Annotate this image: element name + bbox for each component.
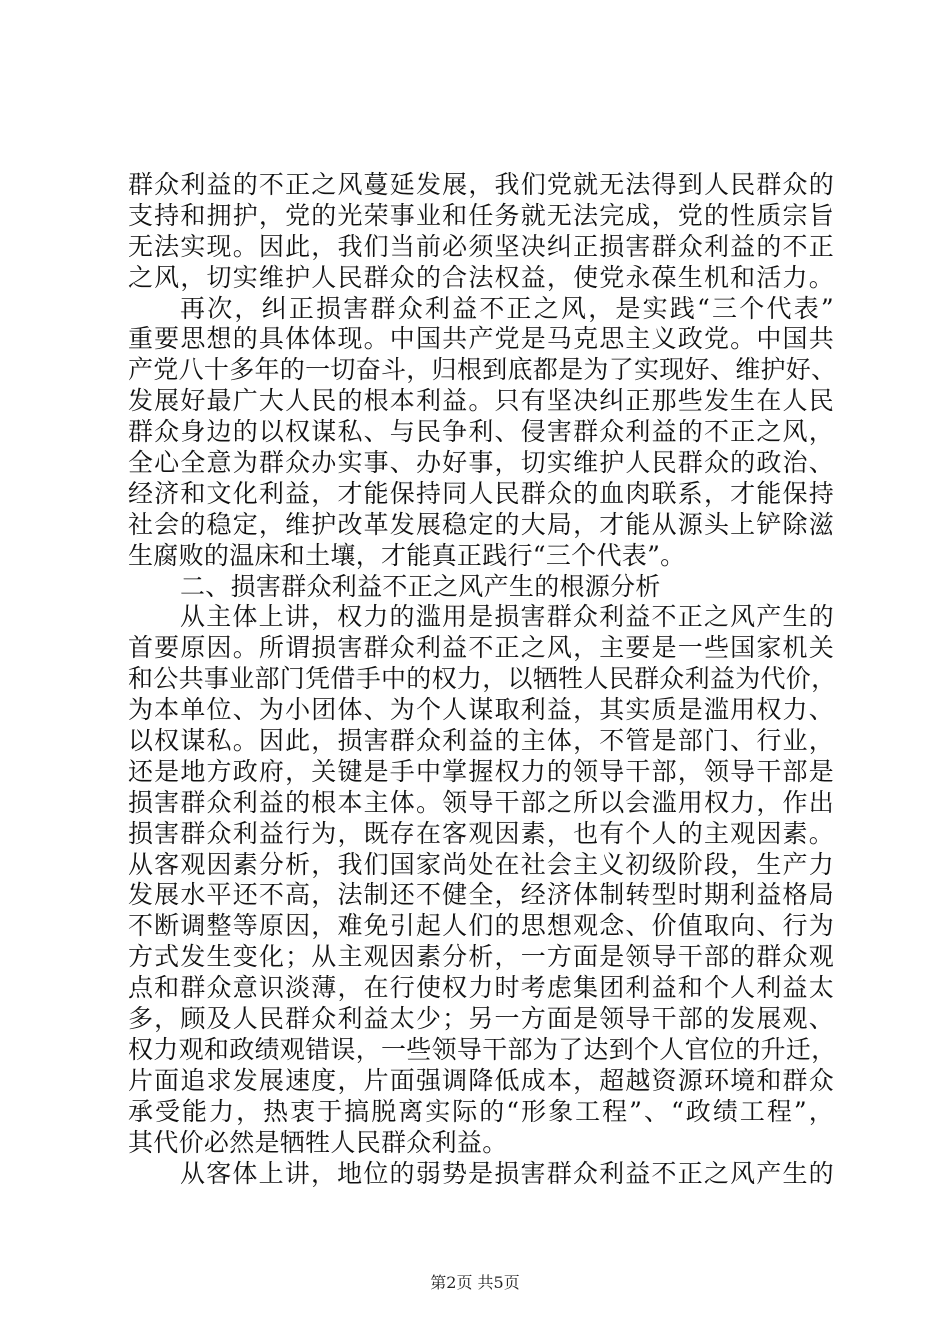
text-line: 发展水平还不高，法制还不健全，经济体制转型时期利益格局: [128, 880, 834, 910]
text-line: 其代价必然是牺牲人民群众利益。: [128, 1127, 508, 1157]
text-line: 为本单位、为小团体、为个人谋取利益，其实质是滥用权力、: [128, 695, 834, 725]
text-line: 无法实现。因此，我们当前必须坚决纠正损害群众利益的不正: [128, 231, 834, 261]
text-line: 多，顾及人民群众利益太少；另一方面是领导干部的发展观、: [128, 1004, 834, 1034]
text-line: 从客观因素分析，我们国家尚处在社会主义初级阶段，生产力: [128, 849, 834, 879]
text-line: 全心全意为群众办实事、办好事，切实维护人民群众的政治、: [128, 448, 834, 478]
text-line: 方式发生变化；从主观因素分析，一方面是领导干部的群众观: [128, 942, 834, 972]
section-heading: 二、损害群众利益不正之风产生的根源分析: [180, 571, 661, 601]
page-number-label: 第2页 共5页: [430, 1273, 520, 1292]
text-line: 群众利益的不正之风蔓延发展，我们党就无法得到人民群众的: [128, 170, 834, 199]
text-line: 片面追求发展速度，片面强调降低成本，超越资源环境和群众: [128, 1065, 834, 1095]
text-line: 支持和拥护，党的光荣事业和任务就无法完成，党的性质宗旨: [128, 200, 834, 230]
page-footer: [0, 1273, 950, 1293]
text-line: 和公共事业部门凭借手中的权力，以牺牲人民群众利益为代价，: [128, 664, 837, 694]
text-line: 再次，纠正损害群众利益不正之风，是实践“三个代表”: [180, 293, 834, 323]
text-line: 承受能力，热衷于搞脱离实际的“形象工程”、“政绩工程”，: [128, 1096, 834, 1126]
text-line: 产党八十多年的一切奋斗，归根到底都是为了实现好、维护好、: [128, 355, 837, 385]
text-line: 首要原因。所谓损害群众利益不正之风，主要是一些国家机关: [128, 633, 834, 663]
text-line: 以权谋私。因此，损害群众利益的主体，不管是部门、行业，: [128, 726, 834, 756]
body-text: [128, 170, 837, 1189]
text-line: 生腐败的温床和土壤，才能真正践行“三个代表”。: [128, 540, 686, 570]
text-line: 损害群众利益的根本主体。领导干部之所以会滥用权力，作出: [128, 787, 834, 817]
text-line: 权力观和政绩观错误，一些领导干部为了达到个人官位的升迁，: [128, 1034, 837, 1064]
text-line: 发展好最广大人民的根本利益。只有坚决纠正那些发生在人民: [128, 386, 834, 416]
text-line: 损害群众利益行为，既存在客观因素，也有个人的主观因素。: [128, 818, 834, 848]
text-line: 重要思想的具体体现。中国共产党是马克思主义政党。中国共: [128, 324, 834, 354]
text-line: 从主体上讲，权力的滥用是损害群众利益不正之风产生的: [180, 602, 834, 632]
text-line: 还是地方政府，关键是手中掌握权力的领导干部，领导干部是: [128, 756, 834, 786]
text-line: 不断调整等原因，难免引起人们的思想观念、价值取向、行为: [128, 911, 834, 941]
text-line: 之风，切实维护人民群众的合法权益，使党永葆生机和活力。: [128, 262, 834, 292]
text-line: 点和群众意识淡薄，在行使权力时考虑集团利益和个人利益太: [128, 973, 834, 1003]
text-line: 社会的稳定，维护改革发展稳定的大局，才能从源头上铲除滋: [128, 509, 834, 539]
text-line: 经济和文化利益，才能保持同人民群众的血肉联系，才能保持: [128, 478, 834, 508]
text-line: 群众身边的以权谋私、与民争利、侵害群众利益的不正之风，: [128, 417, 834, 447]
text-line: 从客体上讲，地位的弱势是损害群众利益不正之风产生的: [180, 1158, 834, 1188]
